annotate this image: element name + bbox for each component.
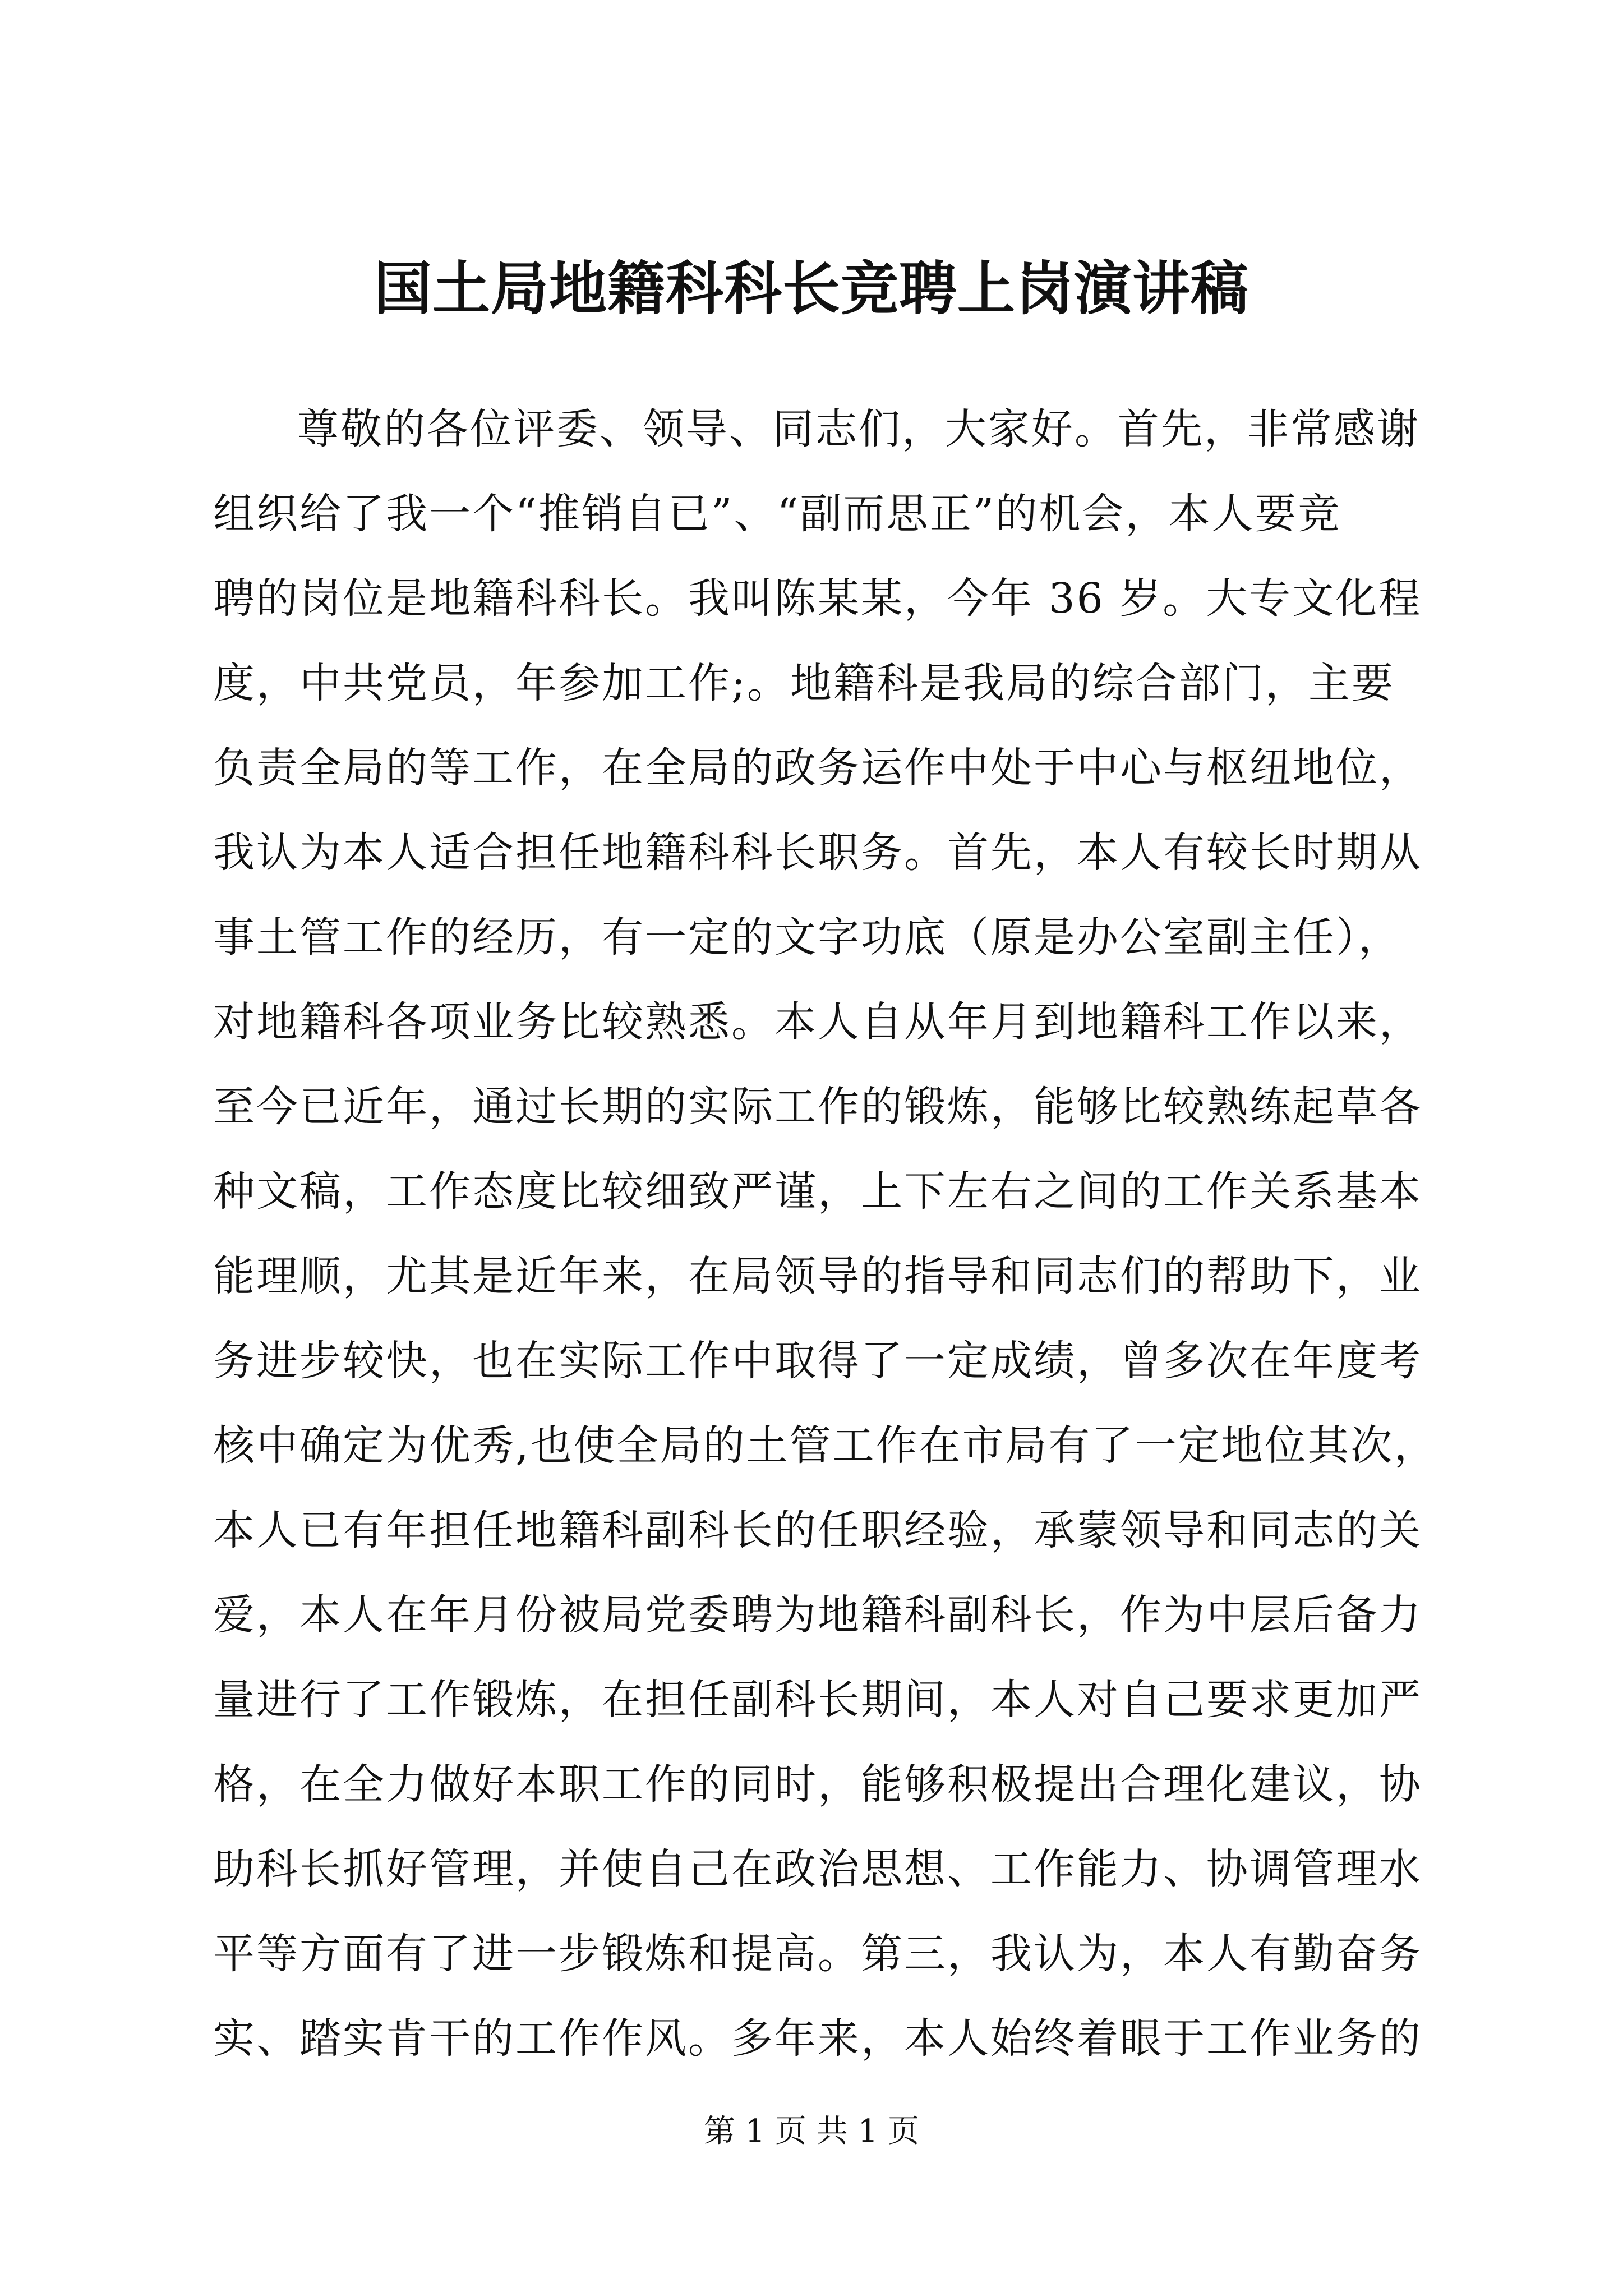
text-line: 组织给了我一个“推销自已”、“副而思正”的机会，本人要竞 <box>213 490 1341 538</box>
text-line: 能理顺，尤其是近年来，在局领导的指导和同志们的帮助下，业 <box>213 1252 1422 1300</box>
text-line: 助科长抓好管理，并使自己在政治思想、工作能力、协调管理水 <box>213 1845 1422 1893</box>
text-line: 爱，本人在年月份被局党委聘为地籍科副科长，作为中层后备力 <box>213 1591 1422 1639</box>
text-line: 本人已有年担任地籍科副科长的任职经验，承蒙领导和同志的关 <box>213 1506 1422 1554</box>
text-line: 格，在全力做好本职工作的同时，能够积极提出合理化建议，协 <box>213 1760 1422 1809</box>
text-line: 核中确定为优秀,也使全局的土管工作在市局有了一定地位其次， <box>213 1421 1437 1470</box>
body-text <box>213 387 1437 2081</box>
text-line: 平等方面有了进一步锻炼和提高。第三，我认为，本人有勤奋务 <box>213 1930 1422 1978</box>
text-line: 事土管工作的经历，有一定的文字功底（原是办公室副主任）， <box>213 913 1401 961</box>
text-line: 对地籍科各项业务比较熟悉。本人自从年月到地籍科工作以来， <box>213 998 1422 1046</box>
text-line: 度，中共党员，年参加工作;。地籍科是我局的综合部门，主要 <box>213 659 1395 707</box>
text-line: 聘的岗位是地籍科科长。我叫陈某某，今年 36 岁。大专文化程 <box>213 574 1422 623</box>
text-line: 负责全局的等工作，在全局的政务运作中处于中心与枢纽地位， <box>213 744 1422 792</box>
text-line: 至今已近年，通过长期的实际工作的锻炼，能够比较熟练起草各 <box>213 1083 1422 1131</box>
text-line: 尊敬的各位评委、领导、同志们，大家好。首先，非常感谢 <box>297 405 1420 453</box>
text-line: 实、踏实肯干的工作作风。多年来，本人始终着眼于工作业务的 <box>213 2014 1422 2063</box>
document-title: 国土局地籍科科长竞聘上岗演讲稿 <box>374 255 1249 323</box>
page-number: 第 1 页 共 1 页 <box>703 2113 920 2150</box>
text-line: 我认为本人适合担任地籍科科长职务。首先，本人有较长时期从 <box>213 829 1422 877</box>
text-line: 种文稿，工作态度比较细致严谨，上下左右之间的工作关系基本 <box>213 1167 1422 1216</box>
text-line: 量进行了工作锻炼，在担任副科长期间，本人对自己要求更加严 <box>213 1676 1422 1724</box>
text-line: 务进步较快，也在实际工作中取得了一定成绩，曾多次在年度考 <box>213 1337 1422 1385</box>
